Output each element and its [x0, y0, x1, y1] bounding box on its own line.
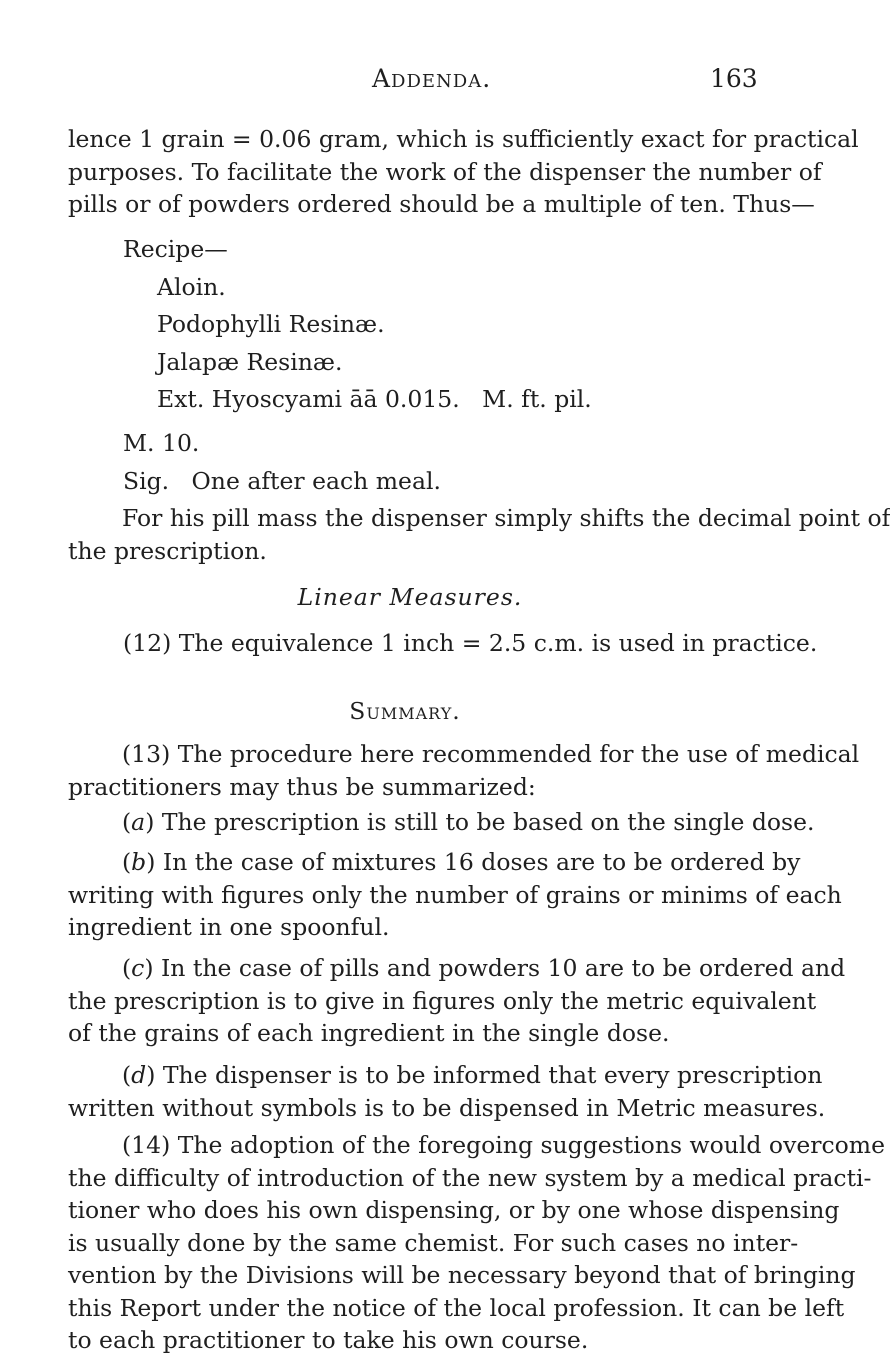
text-line: the difficulty of introduction of the new system by a medical practi-	[68, 1163, 872, 1192]
running-head: Addenda.	[372, 64, 492, 93]
item-marker: b	[131, 848, 147, 876]
recipe-ingredient: Jalapæ Resinæ.	[157, 348, 343, 376]
page-header	[0, 64, 800, 104]
text-line: pills or of powders ordered should be a multiple of ten. Thus—	[68, 190, 815, 218]
text-line: The dispenser is to be informed that every prescription	[162, 1061, 823, 1089]
summary-item-d: (d) The dispenser is to be informed that every prescription written without symbols is to be dispensed in Metric measures.	[68, 1059, 740, 1124]
section-heading-linear-measures: Linear Measures.	[297, 583, 523, 611]
text-line: In the case of pills and powders 10 are to be ordered and	[160, 954, 846, 982]
text-line: written without symbols is to be dispensed in Metric measures.	[68, 1093, 826, 1122]
text-line: this Report under the notice of the local profession. It can be left	[68, 1293, 845, 1322]
text-line: of the grains of each ingredient in the single dose.	[68, 1019, 670, 1047]
item-marker: d	[131, 1061, 147, 1089]
summary-intro-paragraph	[68, 738, 860, 803]
text-line: practitioners may thus be summarized:	[68, 772, 536, 801]
text-line: tioner who does his own dispensing, or by one whose dispensing	[68, 1196, 840, 1224]
text-line: vention by the Divisions will be necessary beyond that of bringing	[68, 1261, 856, 1289]
recipe-quantity: M. 10.	[123, 429, 200, 457]
pill-mass-paragraph	[68, 502, 890, 567]
text-line: the prescription is to give in figures only the metric equivalent	[68, 986, 817, 1015]
linear-measures-paragraph: (12) The equivalence 1 inch = 2.5 c.m. is used in practice.	[123, 629, 818, 657]
summary-item-b: (b) In the case of mixtures 16 doses are to be ordered by writing with figures only the number of grains or minims of each ingredient in one spoonful.	[68, 846, 740, 944]
text-line: (14) The adoption of the foregoing suggestions would overcome	[122, 1131, 885, 1159]
recipe-ingredient: Aloin.	[157, 273, 226, 301]
recipe-label: Recipe—	[123, 235, 228, 263]
paragraph-14	[68, 1129, 885, 1357]
intro-paragraph	[68, 123, 859, 221]
item-marker: a	[131, 808, 146, 836]
recipe-ingredient: Podophylli Resinæ.	[157, 310, 385, 338]
recipe-signa: Sig. One after each meal.	[123, 467, 441, 495]
page-number: 163	[710, 64, 758, 93]
text-line: The prescription is still to be based on the single dose.	[161, 808, 815, 836]
text-line: is usually done by the same chemist. For such cases no inter-	[68, 1228, 799, 1257]
recipe-ingredient: Ext. Hyoscyami āā 0.015. M. ft. pil.	[157, 385, 592, 413]
text-line: (13) The procedure here recommended for the use of medical	[122, 740, 860, 768]
text-line: purposes. To facilitate the work of the dispenser the number of	[68, 157, 822, 186]
text-line: writing with figures only the number of grains or minims of each	[68, 880, 842, 909]
text-line: ingredient in one spoonful.	[68, 913, 390, 941]
summary-item-c: (c) In the case of pills and powders 10 are to be ordered and the prescription is to give in figures only the metric equivalent of the grains of each ingredient in the single dose.	[68, 952, 740, 1050]
item-marker: c	[131, 954, 145, 982]
text-line: lence 1 grain = 0.06 gram, which is sufficiently exact for practical	[68, 125, 859, 153]
text-line: For his pill mass the dispenser simply shifts the decimal point of	[122, 504, 890, 532]
section-heading-summary: Summary.	[349, 697, 461, 725]
text-line: the prescription.	[68, 536, 267, 565]
text-line: to each practitioner to take his own course.	[68, 1326, 589, 1354]
text-line: In the case of mixtures 16 doses are to be ordered by	[162, 848, 801, 876]
summary-item-a: (a) The prescription is still to be based on the single dose.	[122, 808, 815, 836]
